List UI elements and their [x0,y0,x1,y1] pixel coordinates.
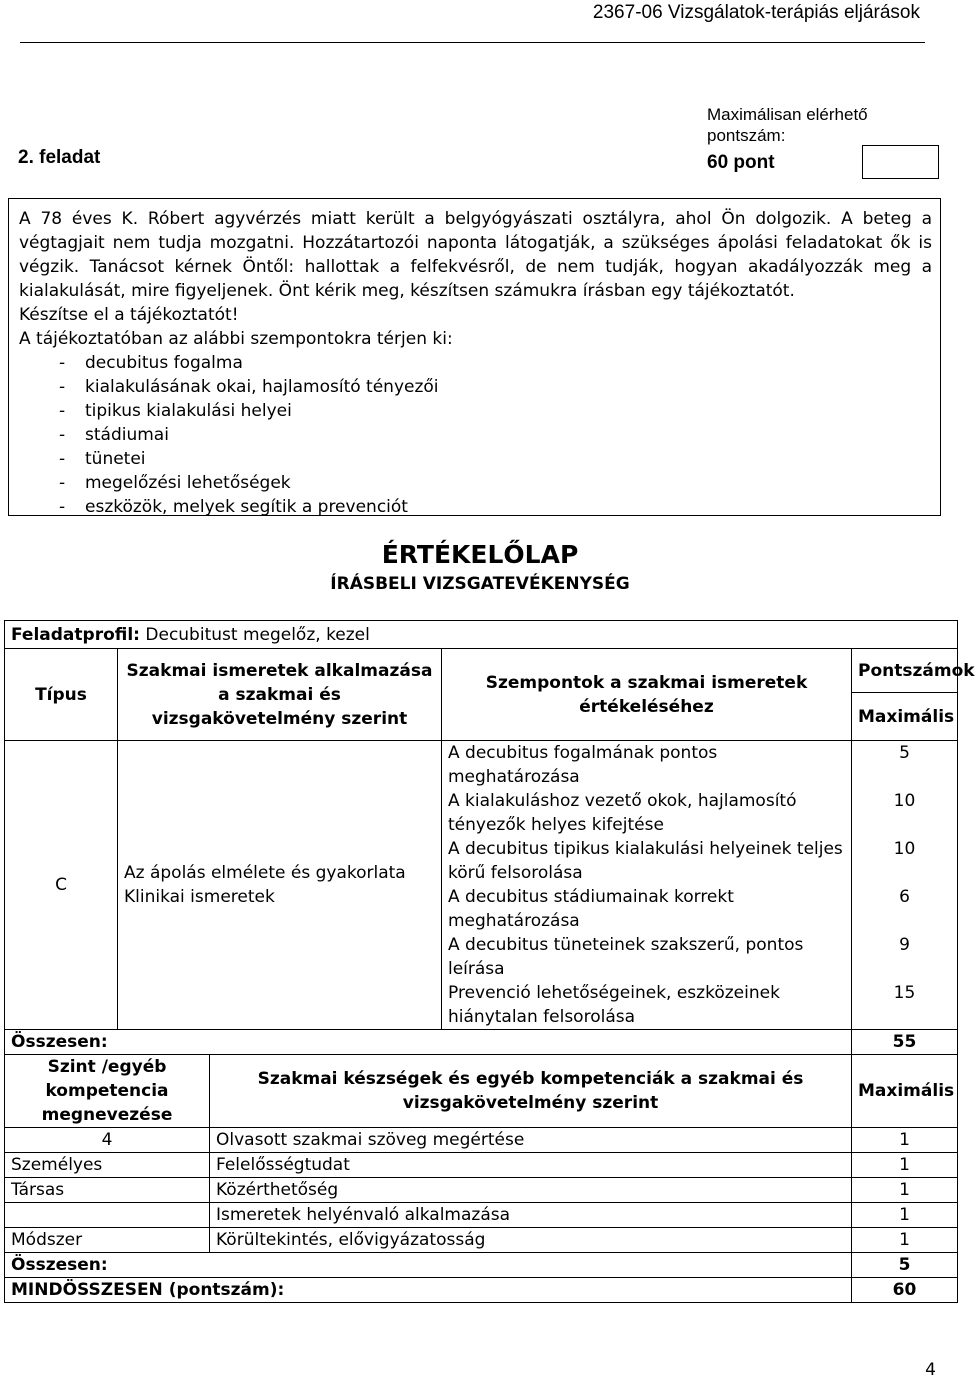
criterion: Prevenció lehetőségeinek, eszközeinek hiánytalan felsorolása [448,983,780,1027]
skill-level: 4 [5,1128,210,1153]
grand-total-value: 60 [852,1278,958,1303]
header-max-skills: Maximális [852,1055,958,1128]
skill-name: Olvasott szakmai szöveg megértése [210,1128,852,1153]
criterion: A kialakuláshoz vezető okok, hajlamosító tényezők helyes kifejtése [448,791,797,835]
criterion: A decubitus tipikus kialakulási helyeinek teljes körű felsorolása [448,839,843,883]
task-topic-list [19,351,932,519]
criterion: A decubitus stádiumainak korrekt meghatározása [448,887,734,931]
task-description-box [8,198,941,516]
skill-name: Körültekintés, elővigyázatosság [210,1228,852,1253]
criterion: A decubitus tüneteinek szakszerű, pontos leírása [448,935,804,979]
criterion-max: 15 [893,983,916,1003]
skill-max: 1 [852,1128,958,1153]
max-points-label: Maximálisan elérhető pontszám: [707,105,868,145]
skill-max: 1 [852,1178,958,1203]
subtotal-knowledge-value: 55 [852,1030,958,1055]
subtotal-knowledge-label: Összesen: [5,1030,852,1055]
list-item: - decubitus fogalma [59,353,243,373]
header-criteria: Szempontok a szakmai ismeretek értékeléséhez [442,649,852,741]
knowledge-line: Klinikai ismeretek [124,887,275,907]
header-knowledge: Szakmai ismeretek alkalmazása a szakmai és vizsgakövetelmény szerint [118,649,442,741]
criterion-max: 9 [899,935,910,955]
header-skills: Szakmai készségek és egyéb kompetenciák a szakmai és vizsgakövetelmény szerint [210,1055,852,1128]
knowledge-cell [118,741,442,1030]
task-label: 2. feladat [18,147,101,168]
list-item: - stádiumai [59,425,169,445]
task-points-intro: A tájékoztatóban az alábbi szempontokra térjen ki: [19,329,453,349]
skill-level: Módszer [5,1228,210,1253]
page-number: 4 [925,1360,936,1380]
skill-name: Közérthetőség [210,1178,852,1203]
criterion: A decubitus fogalmának pontos meghatározása [448,743,718,787]
score-entry-box[interactable] [862,145,939,179]
table-row [5,1178,958,1203]
evaluation-sheet-title: ÉRTÉKELŐLAP [381,540,579,569]
profile-label: Feladatprofil: [11,624,140,645]
profile-value: Decubitust megelőz, kezel [145,624,370,645]
skill-max: 1 [852,1228,958,1253]
subtotal-skills-value: 5 [852,1253,958,1278]
criterion-max: 5 [899,743,910,763]
subtotal-skills-label: Összesen: [5,1253,852,1278]
list-item: - tipikus kialakulási helyei [59,401,292,421]
header-max: Maximális [852,693,958,741]
skill-level: Személyes [5,1153,210,1178]
table-row [5,1153,958,1178]
skill-level [5,1203,210,1228]
knowledge-line: Az ápolás elmélete és gyakorlata [124,863,406,883]
skill-max: 1 [852,1203,958,1228]
type-value: C [5,741,118,1030]
list-item: - kialakulásának okai, hajlamosító tényezői [59,377,439,397]
task-instruction: Készítse el a tájékoztatót! [19,305,239,325]
header-type: Típus [5,649,118,741]
task-scenario: A 78 éves K. Róbert agyvérzés miatt került a belgyógyászati osztályra, ahol Ön dolgozik. A beteg a végtagjait nem tudja mozgatni. Hozzátartozói naponta látogatják, a szükséges ápolási feladatokat ők is végzik. Tanácsot kérnek Öntől: hallottak a felfekvésről, de nem tudják, hogyan akadályozzák meg a kialakulását, mire figyeljenek. Önt kérik meg, készítsen számukra írásban egy tájékoztatót. [19,209,932,301]
criterion-max: 10 [893,839,916,859]
header-points: Pontszámok [852,649,958,693]
table-row [5,1228,958,1253]
document-header-title: 2367-06 Vizsgálatok-terápiás eljárások [592,2,920,23]
criterion-max: 6 [899,887,910,907]
list-item: - tünetei [59,449,146,469]
skill-name: Ismeretek helyénvaló alkalmazása [210,1203,852,1228]
evaluation-table [4,620,975,1303]
evaluation-sheet-subtitle: ÍRÁSBELI VIZSGATEVÉKENYSÉG [330,574,630,594]
header-divider [20,42,925,43]
criteria-cell [442,741,852,1030]
criteria-max-cell [852,741,958,1030]
skill-max: 1 [852,1153,958,1178]
max-points-value: 60 pont [707,152,775,173]
table-row [5,1203,958,1228]
table-row [5,1128,958,1153]
grand-total-label: MINDÖSSZESEN (pontszám): [5,1278,852,1303]
skill-name: Felelősségtudat [210,1153,852,1178]
profile-row [5,621,958,649]
criterion-max: 10 [893,791,916,811]
skill-level: Társas [5,1178,210,1203]
header-level: Szint /egyéb kompetencia megnevezése [5,1055,210,1128]
list-item: - megelőzési lehetőségek [59,473,291,493]
list-item: - eszközök, melyek segítik a prevenciót [59,497,408,517]
